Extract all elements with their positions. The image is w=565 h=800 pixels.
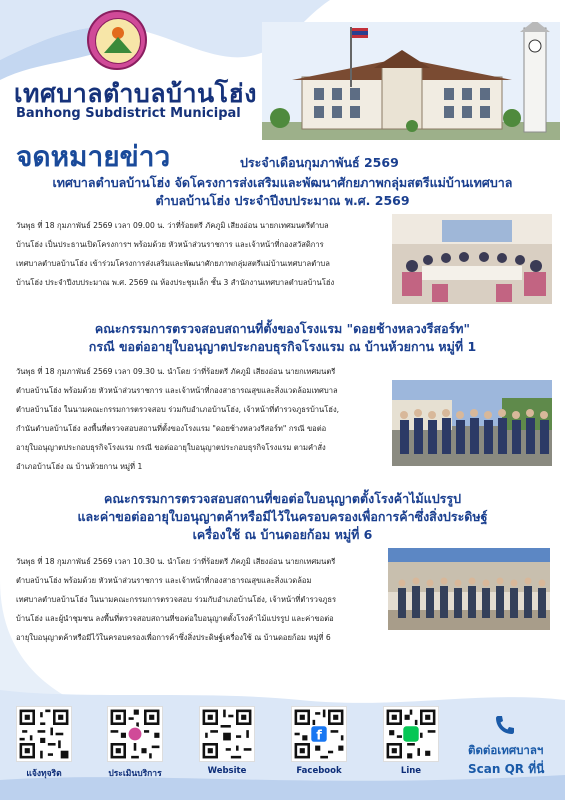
article-3-body: วันพุธ ที่ 18 กุมภาพันธ์ 2569 เวลา 10.30 น. นำโดย ว่าที่ร้อยตรี ภัคภูมิ เสียงอ่อน นายกเทศมนตรี ตำบลบ้านโฮ่ง พร้อมด้วย หัวหน้าส่วนราชการ และเจ้าหน้าที่กองสาธารณสุขและสิ่งแวดล้อม เทศบาลตำบลบ้านโฮ่ง ในนามคณะกรรมการตรวจสอบ ร่วมกับอำเภอบ้านโฮ่ง, เจ้าหน้าที่ตำรวจภูธร บ้านโฮ่ง และผู้นำชุมชน ลงพื้นที่ตรวจสอบสถานที่ขอต่อใบอนุญาตตั้งโรงค้าไม้แปรรูป และค่าขอต่อ อายุใบอนุญาตค้าหรือมีไว้ในครอบครองเพื่อการค้าซึ่งสิ่งประดิษฐ์เครื่องใช้ ณ บ้านดอยก้อม หมู่ที่ 6 <box>16 557 337 642</box>
contact-municipality-label: ติดต่อเทศบาลฯ <box>468 743 544 757</box>
article-1-photo <box>392 214 552 304</box>
qr-label-website: Website <box>207 766 247 776</box>
scan-qr-label: Scan QR ที่นี่ <box>468 762 545 776</box>
qr-label-service-evaluation: ประเมินบริการ <box>108 769 162 779</box>
newsletter-month: ประจำเดือนกุมภาพันธ์ 2569 <box>240 155 399 170</box>
municipal-office-photo <box>262 22 560 140</box>
qr-label-report-corruption: แจ้งทุจริต <box>26 769 62 779</box>
article-3-headline: คณะกรรมการตรวจสอบสถานที่ขอต่อใบอนุญาตตั้งโรงค้าไม้แปรรูป และค่าขอต่ออายุใบอนุญาตค้าหรือมีไว้ในครอบครองเพื่อการค้าซึ่งสิ่งประดิษฐ์ เครื่องใช้ ณ บ้านดอยก้อม หมู่ที่ 6 <box>77 491 488 542</box>
svg-text:f: f <box>316 728 322 744</box>
org-name-english: Banhong Subdistrict Municipal <box>16 106 241 121</box>
article-2-headline: คณะกรรมการตรวจสอบสถานที่ตั้งของโรงแรม "ดอยช้างหลวงรีสอร์ท" กรณี ขอต่ออายุใบอนุญาตประกอบธุรกิจโรงแรม ณ บ้านห้วยกาน หมู่ที่ 1 <box>88 321 477 354</box>
article-2-body: วันพุธ ที่ 18 กุมภาพันธ์ 2569 เวลา 09.30 น. นำโดย ว่าที่ร้อยตรี ภัคภูมิ เสียงอ่อน นายกเทศมนตรี ตำบลบ้านโฮ่ง พร้อมด้วย หัวหน้าส่วนราชการ และเจ้าหน้าที่กองสาธารณสุขและสิ่งแวดล้อมเทศบาล ตำบลบ้านโฮ่ง ในนามคณะกรรมการตรวจสอบ ร่วมกับอำเภอบ้านโฮ่ง, เจ้าหน้าที่ตำรวจภูธรบ้านโฮ่ง, กำนันตำบลบ้านโฮ่ง ลงพื้นที่ตรวจสอบสถานที่ตั้งของโรงแรม "ดอยช้างหลวงรีสอร์ท" กรณี ขอต่อ อายุใบอนุญาตประกอบธุรกิจโรงแรม กรณี ขอต่ออายุใบอนุญาตประกอบธุรกิจโรงแรม ตามคำสั่ง อำเภอบ้านโฮ่ง ณ บ้านห้วยกาน หมู่ที่ 1 <box>16 367 340 471</box>
qr-code-facebook[interactable] <box>291 706 347 762</box>
article-1-headline: เทศบาลตำบลบ้านโฮ่ง จัดโครงการส่งเสริมและพัฒนาศักยภาพกลุ่มสตรีแม่บ้านเทศบาล ตำบลบ้านโฮ่ง ประจำปีงบประมาณ พ.ศ. 2569 <box>52 175 513 208</box>
qr-label-facebook: Facebook <box>296 766 342 776</box>
org-name-thai: เทศบาลตำบลบ้านโฮ่ง <box>14 79 257 108</box>
qr-label-line: Line <box>400 766 422 776</box>
phone-icon <box>492 712 518 738</box>
municipal-seal-logo <box>87 10 147 70</box>
article-3-photo <box>388 548 550 630</box>
qr-code-line[interactable] <box>383 706 439 762</box>
article-2-photo <box>392 380 552 466</box>
article-1-body: วันพุธ ที่ 18 กุมภาพันธ์ 2569 เวลา 09.00 น. ว่าที่ร้อยตรี ภัคภูมิ เสียงอ่อน นายกเทศมนตรีตำบล บ้านโฮ่ง เป็นประธานเปิดโครงการฯ พร้อมด้วย หัวหน้าส่วนราชการ และเจ้าหน้าที่กองสวัสดิการ เทศบาลตำบลบ้านโฮ่ง เข้าร่วมโครงการส่งเสริมและพัฒนาศักยภาพกลุ่มสตรีแม่บ้านเทศบาลตำบล บ้านโฮ่ง ประจำปีงบประมาณ พ.ศ. 2569 ณ ห้องประชุมเล็ก ชั้น 3 สำนักงานเทศบาลตำบลบ้านโฮ่ง <box>16 221 335 287</box>
newsletter-title: จดหมายข่าว <box>16 140 171 173</box>
qr-code-service-evaluation[interactable] <box>107 706 163 762</box>
qr-code-report-corruption[interactable] <box>16 706 72 762</box>
qr-code-website[interactable] <box>199 706 255 762</box>
